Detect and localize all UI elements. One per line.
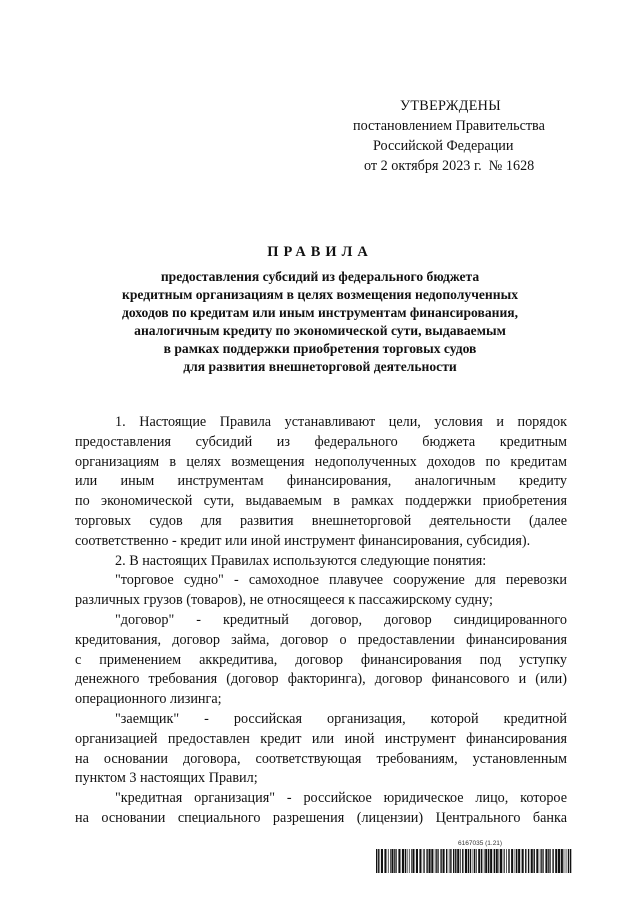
text-line: 1. Настоящие Правила устанавливают цели, условия и порядок [115, 414, 567, 430]
paragraph [75, 413, 567, 552]
approval-heading: УТВЕРЖДЕНЫ [400, 98, 501, 114]
text-line: организацией предоставлен кредит или иной инструмент финансирования [75, 730, 567, 747]
subtitle-line: аналогичным кредиту по экономической сути, выдаваемым [134, 323, 506, 338]
text-line: "кредитная организация" - российское юридическое лицо, которое [115, 790, 567, 807]
text-line: операционного лизинга; [75, 691, 222, 708]
document-body [75, 413, 567, 829]
subtitle-line: кредитным организациям в целях возмещения недополученных [122, 287, 518, 302]
subtitle-line: для развития внешнеторговой деятельности [183, 359, 457, 374]
text-line: соответственно - кредит или иной инструмент финансирования, субсидия). [75, 532, 531, 549]
text-line: торговых судов для развития внешнеторговой деятельности (далее [75, 512, 567, 529]
text-line: на основании договора, соответствующая требованиям, установленным [75, 750, 567, 767]
approval-date-number: от 2 октября 2023 г. № 1628 [364, 158, 535, 174]
text-line: пунктом 3 настоящих Правил; [75, 770, 258, 787]
text-line: предоставления субсидий из федерального бюджета кредитным [75, 433, 567, 450]
text-line: кредитования, договор займа, договор о предоставлении финансирования [75, 631, 567, 648]
text-line: "заемщик" - российская организация, которой кредитной [115, 710, 567, 727]
paragraph [75, 789, 567, 829]
text-line: "торговое судно" - самоходное плавучее сооружение для перевозки [115, 572, 567, 589]
approval-line: Российской Федерации [373, 138, 514, 154]
paragraph [75, 710, 567, 789]
text-line: на основании специального разрешения (лицензии) Центрального банка [75, 809, 567, 826]
subtitle-line: доходов по кредитам или иным инструментам финансирования, [121, 305, 519, 320]
text-line: "договор" - кредитный договор, договор синдицированного [115, 611, 567, 628]
text-line: или иным инструментам финансирования, аналогичным кредиту [75, 473, 567, 490]
approval-block [348, 96, 578, 176]
paragraph [75, 611, 567, 710]
barcode-image [376, 849, 572, 873]
text-line: с применением аккредитива, договор финансирования под уступку [75, 651, 567, 668]
text-line: различных грузов (товаров), не относящееся к пассажирскому судну; [75, 592, 494, 609]
document-code: 6167035 (1.21) [458, 840, 503, 847]
subtitle-line: предоставления субсидий из федерального бюджета [160, 269, 480, 284]
document-title: ПРАВИЛА [267, 244, 373, 260]
paragraph [75, 552, 567, 572]
text-line: денежного требования (договор факторинга), договор финансового и (или) [75, 671, 567, 688]
text-line: организациям в целях возмещения недополученных доходов по кредитам [75, 453, 567, 470]
approval-line: постановлением Правительства [353, 118, 545, 134]
text-line: 2. В настоящих Правилах используются следующие понятия: [115, 552, 487, 569]
text-line: по экономической сути, выдаваемым в рамках поддержки приобретения [75, 493, 567, 510]
subtitle-line: в рамках поддержки приобретения торговых судов [163, 341, 477, 356]
document-subtitle [0, 268, 640, 376]
paragraph [75, 571, 567, 611]
